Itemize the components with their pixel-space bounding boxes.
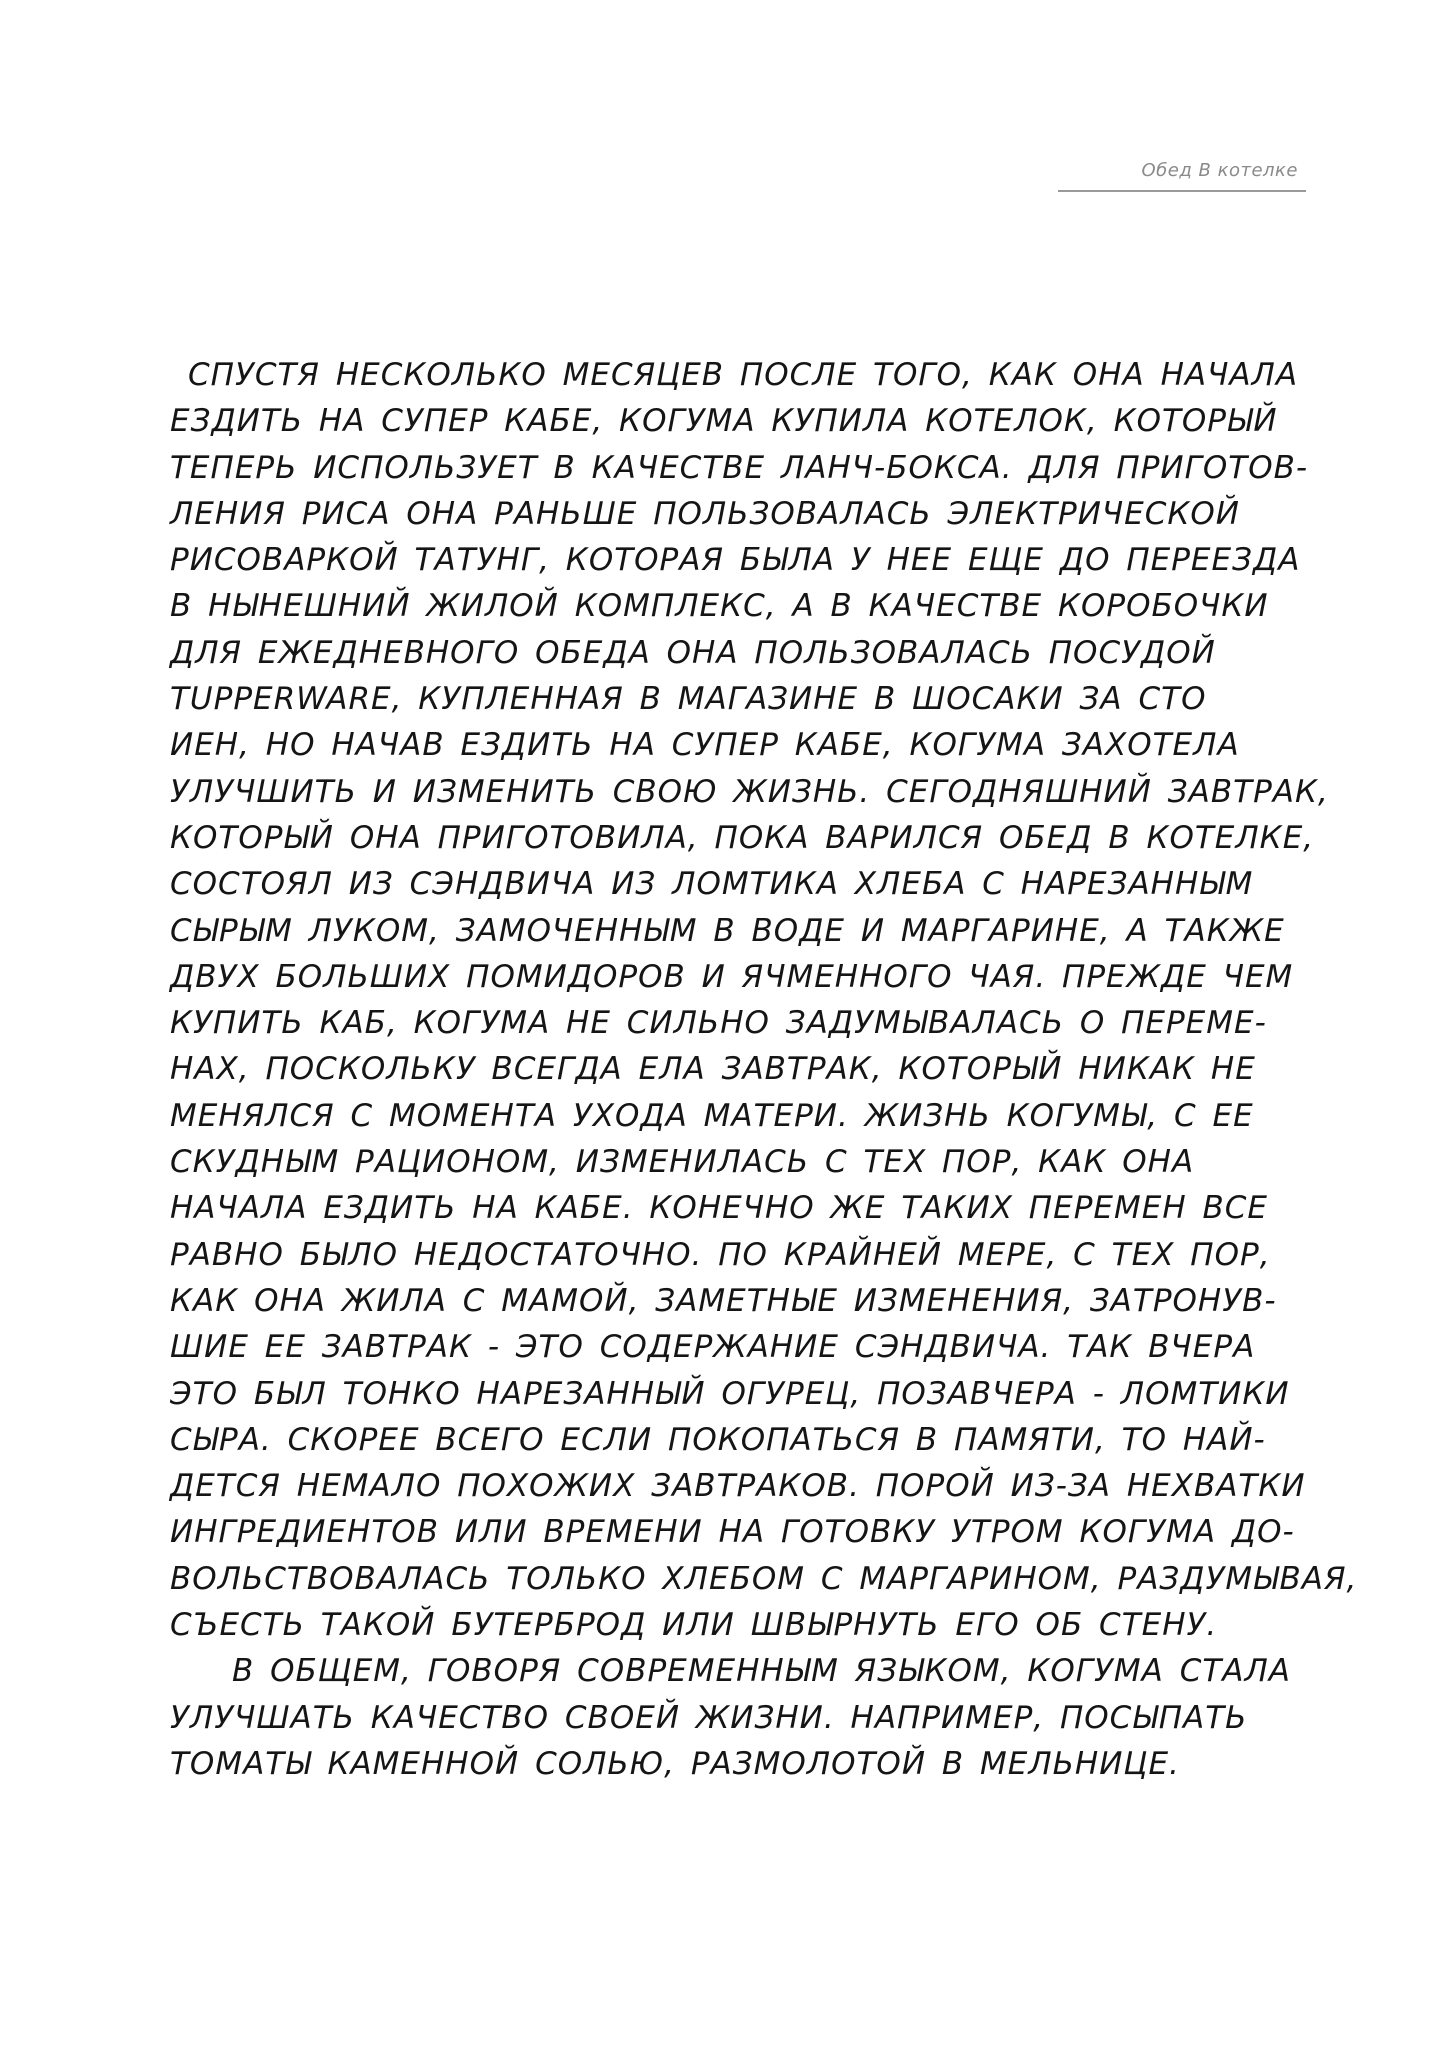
text-line: СОСТОЯЛ ИЗ СЭНДВИЧА ИЗ ЛОМТИКА ХЛЕБА С НАРЕЗАННЫМ: [170, 866, 1254, 903]
running-header: [1058, 158, 1306, 192]
text-line: ТЕПЕРЬ ИСПОЛЬЗУЕТ В КАЧЕСТВЕ ЛАНЧ-БОКСА. ДЛЯ ПРИГОТОВ-: [170, 449, 1309, 486]
text-line: СЫРА. СКОРЕЕ ВСЕГО ЕСЛИ ПОКОПАТЬСЯ В ПАМЯТИ, ТО НАЙ-: [170, 1421, 1266, 1458]
text-line: РАВНО БЫЛО НЕДОСТАТОЧНО. ПО КРАЙНЕЙ МЕРЕ, С ТЕХ ПОР,: [170, 1236, 1271, 1273]
text-line: ДВУХ БОЛЬШИХ ПОМИДОРОВ И ЯЧМЕННОГО ЧАЯ. ПРЕЖДЕ ЧЕМ: [170, 958, 1294, 995]
running-header-rule: [1058, 190, 1306, 192]
text-line: ЛЕНИЯ РИСА ОНА РАНЬШЕ ПОЛЬЗОВАЛАСЬ ЭЛЕКТРИЧЕСКОЙ: [170, 495, 1240, 532]
text-line: ЕЗДИТЬ НА СУПЕР КАБЕ, КОГУМА КУПИЛА КОТЕЛОК, КОТОРЫЙ: [170, 403, 1278, 440]
text-line: КУПИТЬ КАБ, КОГУМА НЕ СИЛЬНО ЗАДУМЫВАЛАСЬ О ПЕРЕМЕ-: [170, 1005, 1267, 1042]
text-line: РИСОВАРКОЙ ТАТУНГ, КОТОРАЯ БЫЛА У НЕЕ ЕЩЕ ДО ПЕРЕЕЗДА: [170, 542, 1301, 579]
running-header-title: Обед В котелке: [1141, 160, 1298, 181]
body-text: [170, 352, 1358, 1787]
text-line: НАЧАЛА ЕЗДИТЬ НА КАБЕ. КОНЕЧНО ЖЕ ТАКИХ ПЕРЕМЕН ВСЕ: [170, 1190, 1268, 1227]
text-line: УЛУЧШАТЬ КАЧЕСТВО СВОЕЙ ЖИЗНИ. НАПРИМЕР, ПОСЫПАТЬ: [170, 1699, 1248, 1736]
text-line: ВОЛЬСТВОВАЛАСЬ ТОЛЬКО ХЛЕБОМ С МАРГАРИНОМ, РАЗДУМЫВАЯ,: [170, 1560, 1358, 1597]
text-line: ИЕН, НО НАЧАВ ЕЗДИТЬ НА СУПЕР КАБЕ, КОГУМА ЗАХОТЕЛА: [170, 727, 1240, 764]
text-line: TUPPERWARE, КУПЛЕННАЯ В МАГАЗИНЕ В ШОСАКИ ЗА СТО: [170, 681, 1207, 718]
text-line: В НЫНЕШНИЙ ЖИЛОЙ КОМПЛЕКС, А В КАЧЕСТВЕ КОРОБОЧКИ: [170, 588, 1269, 625]
text-line: КАК ОНА ЖИЛА С МАМОЙ, ЗАМЕТНЫЕ ИЗМЕНЕНИЯ, ЗАТРОНУВ-: [170, 1282, 1277, 1319]
text-line: СЫРЫМ ЛУКОМ, ЗАМОЧЕННЫМ В ВОДЕ И МАРГАРИНЕ, А ТАКЖЕ: [170, 912, 1285, 949]
text-line: ШИЕ ЕЕ ЗАВТРАК - ЭТО СОДЕРЖАНИЕ СЭНДВИЧА. ТАК ВЧЕРА: [170, 1329, 1256, 1366]
text-line: СЪЕСТЬ ТАКОЙ БУТЕРБРОД ИЛИ ШВЫРНУТЬ ЕГО ОБ СТЕНУ.: [170, 1607, 1218, 1644]
text-line: В ОБЩЕМ, ГОВОРЯ СОВРЕМЕННЫМ ЯЗЫКОМ, КОГУМА СТАЛА: [232, 1653, 1292, 1690]
text-line: КОТОРЫЙ ОНА ПРИГОТОВИЛА, ПОКА ВАРИЛСЯ ОБЕД В КОТЕЛКЕ,: [170, 819, 1315, 856]
text-line: ИНГРЕДИЕНТОВ ИЛИ ВРЕМЕНИ НА ГОТОВКУ УТРОМ КОГУМА ДО-: [170, 1514, 1295, 1551]
text-line: ДЕТСЯ НЕМАЛО ПОХОЖИХ ЗАВТРАКОВ. ПОРОЙ ИЗ-ЗА НЕХВАТКИ: [170, 1468, 1306, 1505]
text-line: ДЛЯ ЕЖЕДНЕВНОГО ОБЕДА ОНА ПОЛЬЗОВАЛАСЬ ПОСУДОЙ: [170, 634, 1216, 671]
text-line: СПУСТЯ НЕСКОЛЬКО МЕСЯЦЕВ ПОСЛЕ ТОГО, КАК ОНА НАЧАЛА: [188, 357, 1299, 393]
text-line: СКУДНЫМ РАЦИОНОМ, ИЗМЕНИЛАСЬ С ТЕХ ПОР, КАК ОНА: [170, 1144, 1195, 1181]
text-line: НАХ, ПОСКОЛЬКУ ВСЕГДА ЕЛА ЗАВТРАК, КОТОРЫЙ НИКАК НЕ: [170, 1051, 1256, 1088]
text-line: ЭТО БЫЛ ТОНКО НАРЕЗАННЫЙ ОГУРЕЦ, ПОЗАВЧЕРА - ЛОМТИКИ: [170, 1375, 1290, 1412]
text-line: ТОМАТЫ КАМЕННОЙ СОЛЬЮ, РАЗМОЛОТОЙ В МЕЛЬНИЦЕ.: [170, 1745, 1180, 1782]
text-line: МЕНЯЛСЯ С МОМЕНТА УХОДА МАТЕРИ. ЖИЗНЬ КОГУМЫ, С ЕЕ: [170, 1097, 1254, 1134]
text-line: УЛУЧШИТЬ И ИЗМЕНИТЬ СВОЮ ЖИЗНЬ. СЕГОДНЯШНИЙ ЗАВТРАК,: [170, 773, 1329, 810]
